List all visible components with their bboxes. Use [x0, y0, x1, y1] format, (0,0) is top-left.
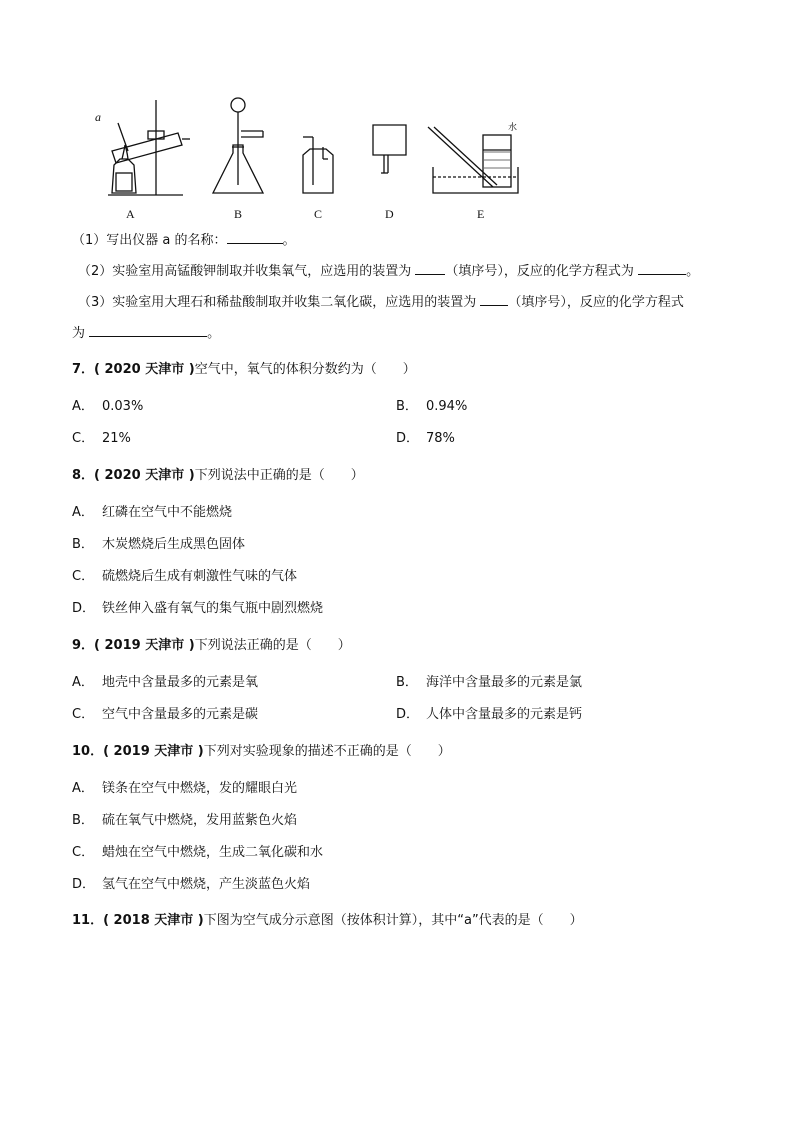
q6-sub3-line2-text: 为: [72, 326, 86, 341]
question-number: 9: [72, 638, 82, 653]
q10-option-a[interactable]: [72, 780, 297, 798]
option-letter: B．: [72, 813, 94, 828]
q10-option-c[interactable]: [72, 844, 323, 862]
q6-sub3-mid: （填序号），反应的化学方程式: [508, 295, 684, 310]
answer-blank[interactable]: [638, 262, 686, 275]
q6-sub3-line2: [72, 324, 220, 343]
q10-option-b[interactable]: [72, 812, 297, 830]
q9-option-a[interactable]: [72, 674, 258, 692]
q6-sub1-end: 。: [282, 233, 296, 248]
question-stem: 下列说法中正确的是（ ）: [194, 468, 364, 483]
option-letter: C．: [72, 707, 95, 722]
q6-sub3: [78, 293, 684, 312]
question-source: ．( 2020 天津市 ): [81, 362, 195, 377]
option-letter: D．: [72, 601, 96, 616]
option-text: 镁条在空气中燃烧，发的耀眼白光: [102, 781, 298, 796]
q7-option-b[interactable]: [396, 398, 467, 416]
question-source: ．( 2020 天津市 ): [81, 468, 195, 483]
option-letter: B．: [396, 399, 418, 414]
label-e: E: [477, 207, 485, 221]
option-text: 人体中含量最多的元素是钙: [426, 707, 583, 722]
question-9: [72, 637, 351, 655]
q8-option-b[interactable]: [72, 536, 245, 554]
question-10: [72, 743, 451, 761]
option-letter: A．: [72, 505, 94, 520]
option-text: 铁丝伸入盛有氧气的集气瓶中剧烈燃烧: [102, 601, 324, 616]
instrument-a-mark: a: [95, 110, 101, 124]
apparatus-figure: [88, 95, 528, 230]
q7-option-c[interactable]: [72, 430, 131, 448]
question-8: [72, 467, 364, 485]
option-text: 21%: [102, 431, 131, 446]
q8-option-a[interactable]: [72, 504, 232, 522]
q6-sub1: [72, 231, 296, 250]
option-letter: A．: [72, 675, 94, 690]
question-source: ．( 2018 天津市 ): [90, 913, 204, 928]
q8-option-c[interactable]: [72, 568, 297, 586]
q7-option-d[interactable]: [396, 430, 455, 448]
q6-sub2-end: 。: [686, 264, 700, 279]
label-d: D: [385, 207, 394, 221]
option-letter: D．: [396, 707, 420, 722]
question-11: [72, 912, 583, 930]
option-letter: C．: [72, 569, 95, 584]
option-text: 硫在氧气中燃烧，发用蓝紫色火焰: [102, 813, 298, 828]
question-number: 11: [72, 913, 91, 928]
q6-sub3-text: （3）实验室用大理石和稀盐酸制取并收集二氧化碳，应选用的装置为: [78, 295, 477, 310]
water-label: 水: [508, 123, 518, 133]
question-number: 8: [72, 468, 82, 483]
answer-blank[interactable]: [89, 324, 207, 337]
option-text: 木炭燃烧后生成黑色固体: [102, 537, 246, 552]
question-source: ．( 2019 天津市 ): [81, 638, 195, 653]
option-text: 海洋中含量最多的元素是氯: [426, 675, 583, 690]
option-text: 蜡烛在空气中燃烧，生成二氧化碳和水: [102, 845, 324, 860]
option-letter: A．: [72, 781, 94, 796]
option-letter: D．: [72, 877, 96, 892]
question-stem: 空气中，氧气的体积分数约为（ ）: [194, 362, 416, 377]
q9-option-c[interactable]: [72, 706, 258, 724]
q10-option-d[interactable]: [72, 876, 310, 894]
apparatus-drawing: [88, 95, 528, 230]
q9-option-b[interactable]: [396, 674, 582, 692]
label-b: B: [234, 207, 243, 221]
answer-blank[interactable]: [415, 262, 445, 275]
q6-sub2: [78, 262, 699, 281]
option-text: 硫燃烧后生成有刺激性气味的气体: [102, 569, 298, 584]
q6-sub2-mid: （填序号），反应的化学方程式为: [445, 264, 634, 279]
question-number: 10: [72, 744, 91, 759]
q7-option-a[interactable]: [72, 398, 143, 416]
option-text: 0.03%: [102, 399, 144, 414]
question-number: 7: [72, 362, 82, 377]
option-text: 空气中含量最多的元素是碳: [102, 707, 259, 722]
option-text: 0.94%: [426, 399, 468, 414]
answer-blank[interactable]: [227, 231, 283, 244]
option-text: 氢气在空气中燃烧，产生淡蓝色火焰: [102, 877, 311, 892]
question-7: [72, 361, 416, 379]
option-letter: B．: [396, 675, 418, 690]
option-text: 红磷在空气中不能燃烧: [102, 505, 233, 520]
q6-sub1-text: （1）写出仪器 a 的名称：: [72, 233, 227, 248]
option-text: 78%: [426, 431, 455, 446]
question-stem: 下图为空气成分示意图（按体积计算），其中“a”代表的是（ ）: [203, 913, 583, 928]
option-letter: C．: [72, 431, 95, 446]
option-letter: B．: [72, 537, 94, 552]
answer-blank[interactable]: [480, 293, 508, 306]
option-letter: D．: [396, 431, 420, 446]
q8-option-d[interactable]: [72, 600, 323, 618]
q9-option-d[interactable]: [396, 706, 582, 724]
question-stem: 下列说法正确的是（ ）: [194, 638, 351, 653]
question-source: ．( 2019 天津市 ): [90, 744, 204, 759]
q6-sub3-line2-end: 。: [207, 326, 221, 341]
option-letter: A．: [72, 399, 94, 414]
label-c: C: [314, 207, 323, 221]
q6-sub2-text: （2）实验室用高锰酸钾制取并收集氧气，应选用的装置为: [78, 264, 412, 279]
option-letter: C．: [72, 845, 95, 860]
label-a: A: [126, 207, 135, 221]
option-text: 地壳中含量最多的元素是氧: [102, 675, 259, 690]
question-stem: 下列对实验现象的描述不正确的是（ ）: [203, 744, 451, 759]
